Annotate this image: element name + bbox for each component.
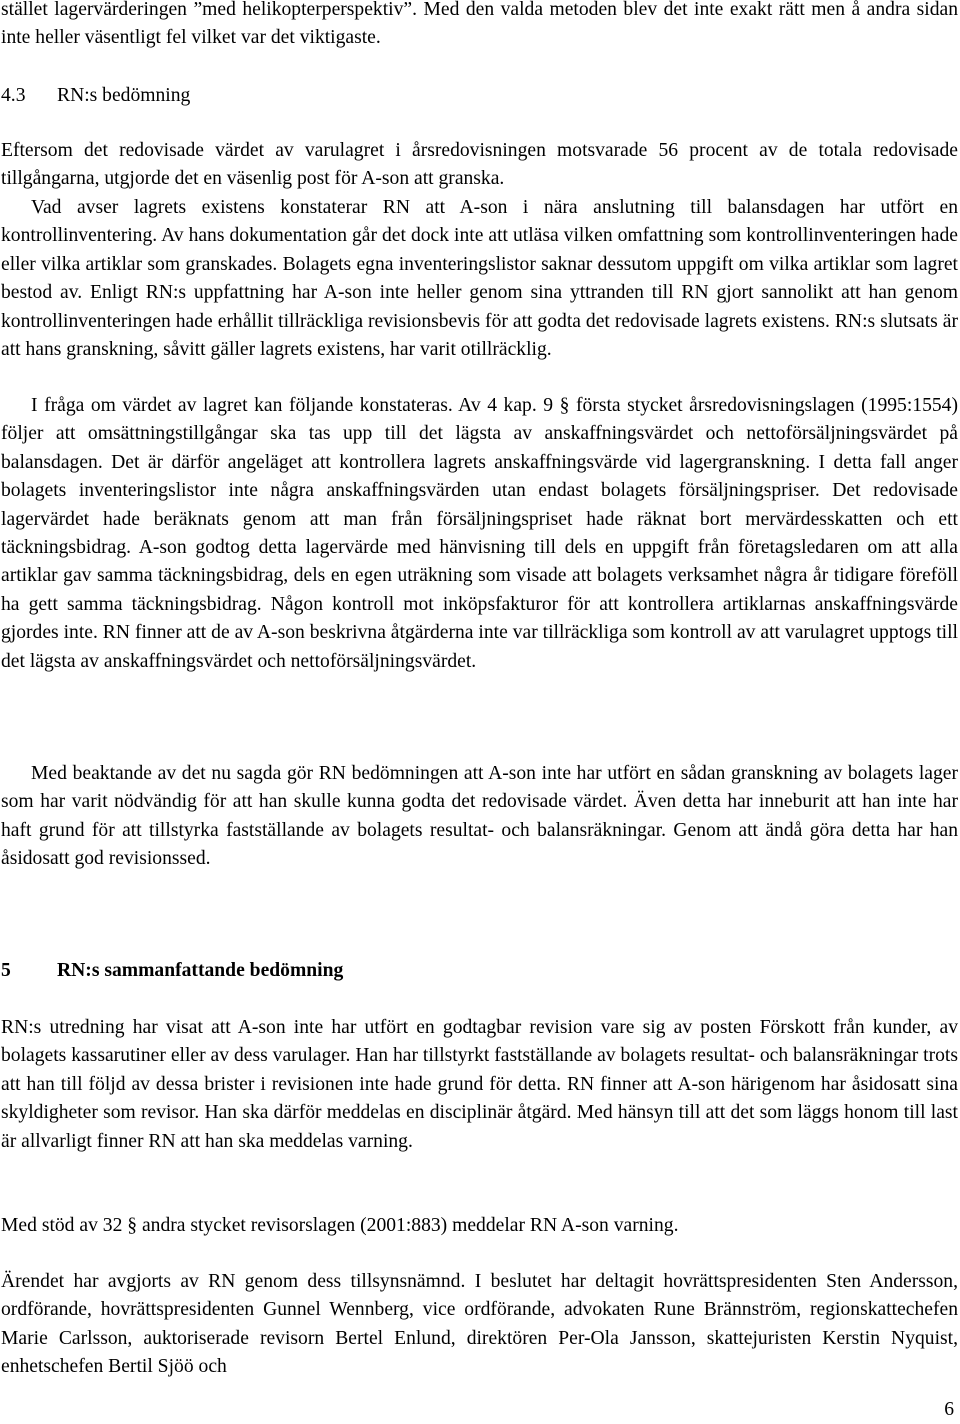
section-5-title: RN:s sammanfattande bedömning	[57, 960, 344, 981]
section-5-paragraph-3: Ärendet har avgjorts av RN genom dess tillsynsnämnd. I beslutet har deltagit hovrättspresidenten Sten Andersson, ordförande, hovrättspresidenten Gunnel Wennberg, vice ordförande, advokaten Rune Brännström, regionskattechefen Marie Carlsson, auktoriserade revisorn Bertel Enlund, direktören Per-Ola Jansson, skattejuristen Kerstin Nyquist, enhetschefen Bertil Sjöö och	[1, 1271, 958, 1378]
section-5-heading	[1, 957, 343, 985]
section-4-3-title: RN:s bedömning	[57, 85, 191, 106]
section-4-3-paragraph-2: Vad avser lagrets existens konstaterar RN att A-son i nära anslutning till balansdagen har utfört en kontrollinventering. Av hans dokumentation går det dock inte att utläsa vilken omfattning som kontrollinventeringen hade eller vilka artiklar som granskades. Bolagets egna inventeringslistor saknar dessutom uppgift om vilka artiklar som lagret bestod av. Enligt RN:s uppfattning har A-son inte heller genom sina yttranden till RN gjort sannolikt att han genom kontrollinventeringen hade erhållit tillräckliga revisionsbevis för att godta det redovisade lagrets existens. RN:s slutsats är att hans granskning, såvitt gäller lagrets existens, har varit otillräcklig.	[1, 197, 958, 361]
top-fragment-paragraph: stället lagervärderingen ”med helikopterperspektiv”. Med den valda metoden blev det inte exakt rätt men å andra sidan inte heller väsentligt fel vilket var det viktigaste.	[1, 0, 958, 49]
section-4-3-number: 4.3	[1, 85, 26, 106]
section-4-3-paragraph-1: Eftersom det redovisade värdet av varulagret i årsredovisningen motsvarade 56 procent av de totala redovisade tillgångarna, utgjorde det en väsenlig post för A-son att granska.	[1, 140, 958, 190]
section-5-paragraph-1: RN:s utredning har visat att A-son inte har utfört en godtagbar revision vare sig av posten Förskott från kunder, av bolagets kassarutiner eller av dess varulager. Han har tillstyrkt fastställande av bolagets resultat- och balansräkningar trots att han till följd av dessa brister i revisionen inte hade grund för detta. RN finner att A-son härigenom har åsidosatt sina skyldigheter som revisor. Han ska därför meddelas en disciplinär åtgärd. Med hänsyn till att det som läggs honom till last är allvarligt finner RN att han ska meddelas varning.	[1, 1017, 958, 1152]
section-5-paragraph-2: Med stöd av 32 § andra stycket revisorslagen (2001:883) meddelar RN A-son varning.	[1, 1215, 679, 1236]
page-number: 6	[944, 1399, 954, 1420]
section-4-3-heading	[1, 82, 190, 110]
section-4-3-paragraph-3: I fråga om värdet av lagret kan följande konstateras. Av 4 kap. 9 § första stycket årsredovisningslagen (1995:1554) följer att omsättningstillgångar ska tas upp till det lägsta av anskaffningsvärdet och nettoförsäljningsvärdet på balansdagen. Det är därför angeläget att kontrollera lagrets anskaffningsvärde vid lagergranskning. I detta fall anger bolagets inventeringslistor inte några anskaffningsvärden utan endast bolagets försäljningspriser. Det redovisade lagervärdet hade beräknats genom att man från försäljningspriset hade räknat bort mervärdesskatten och ett täckningsbidrag. A-son godtog detta lagervärde med hänvisning till dels en uppgift från företagsledaren om att alla artiklar gav samma täckningsbidrag, dels en egen uträkning som visade att bolagets verksamhet några år tidigare föreföll ha gett samma täckningsbidrag. Någon kontroll mot inköpsfakturor för att kontrollera artiklarnas anskaffningsvärde gjordes inte. RN finner att de av A-son beskrivna åtgärderna inte var tillräckliga som kontroll av att varulagret upptogs till det lägsta av anskaffningsvärdet och nettoförsäljningsvärdet.	[1, 395, 958, 672]
section-5-number: 5	[1, 960, 11, 981]
section-4-3-paragraph-4: Med beaktande av det nu sagda gör RN bedömningen att A-son inte har utfört en sådan granskning av bolagets lager som har varit nödvändig för att han skulle kunna godta det redovisade värdet. Även detta har inneburit att han inte har haft grund för att tillstyrka fastställande av bolagets resultat- och balansräkningar. Genom att ändå göra detta har han åsidosatt god revisionssed.	[1, 763, 958, 870]
